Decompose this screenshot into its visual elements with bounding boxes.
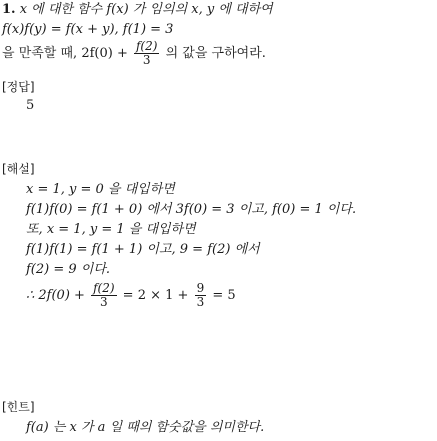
problem-line-3-pre: 을 만족할 때, 2f(0) + (2, 46, 128, 61)
solution-line-4: f(1)f(1) = f(1 + 1) 이고, 9 = f(2) 에서 (26, 242, 260, 257)
answer-heading: [정답] (2, 80, 35, 94)
solution-line-2: f(1)f(0) = f(1 + 0) 에서 3f(0) = 3 이고, f(0) = 1 이다. (26, 202, 357, 217)
answer-value: 5 (26, 98, 35, 113)
problem-line-3-post: 의 값을 구하여라. (165, 46, 266, 61)
solution-final-fraction-2-numerator: 9 (196, 281, 205, 295)
problem-line-1: x 에 대한 함수 f(x) 가 임의의 x, y 에 대하여 (19, 2, 273, 17)
solution-final-fraction-denominator: 3 (99, 295, 108, 309)
problem-number: 1. (2, 2, 16, 17)
problem-fraction-numerator: f(2) (135, 39, 158, 53)
hint-line: f(a) 는 x 가 a 일 때의 함숫값을 의미한다. (26, 420, 265, 435)
solution-line-3: 또, x = 1, y = 1 을 대입하면 (26, 222, 196, 237)
solution-final-mid: = 2 × 1 + (122, 288, 189, 303)
problem-line-2: f(x)f(y) = f(x + y), f(1) = 3 (2, 22, 174, 37)
solution-heading: [해설] (2, 162, 35, 176)
solution-final-fraction-2-denominator: 3 (196, 295, 205, 309)
solution-final-pre: ∴ 2f(0) + (26, 288, 85, 303)
problem-line-3 (2, 40, 266, 67)
problem-fraction (134, 40, 159, 67)
solution-final-fraction (91, 282, 116, 309)
solution-final-post: = 5 (212, 288, 236, 303)
solution-final-line (26, 282, 236, 309)
solution-line-5: f(2) = 9 이다. (26, 262, 111, 277)
hint-heading: [힌트] (2, 400, 35, 414)
solution-line-1: x = 1, y = 0 을 대입하면 (26, 182, 175, 197)
solution-final-fraction-numerator: f(2) (93, 281, 115, 295)
solution-final-fraction-2 (195, 282, 207, 309)
problem-fraction-denominator: 3 (142, 53, 151, 67)
